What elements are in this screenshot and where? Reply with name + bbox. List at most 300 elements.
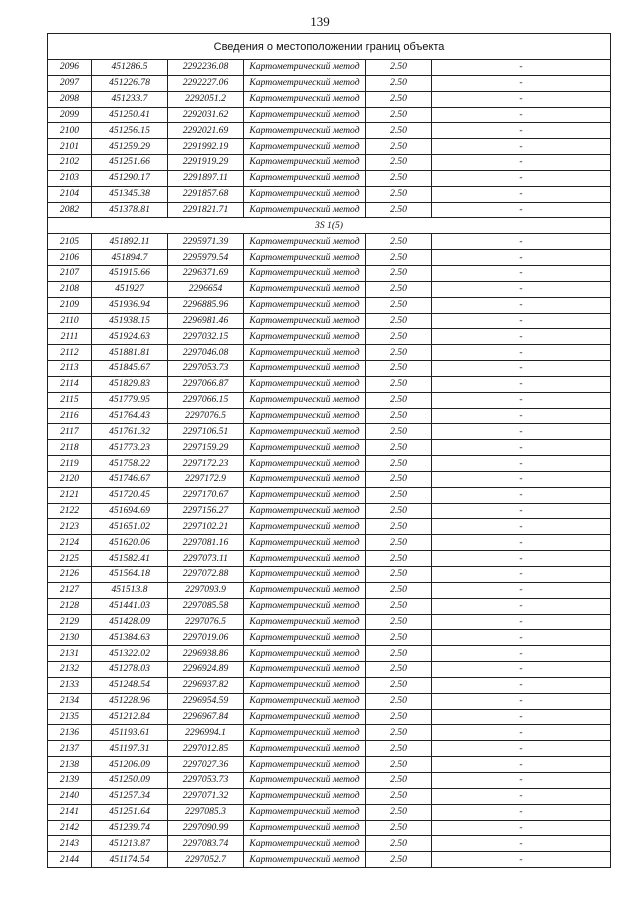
point-number-cell: 2134	[48, 693, 92, 709]
table-row	[48, 250, 611, 266]
method-cell: Картометрический метод	[244, 392, 366, 408]
x-coordinate-cell: 451378.81	[92, 202, 168, 218]
point-number-cell: 2103	[48, 170, 92, 186]
table-row	[48, 662, 611, 678]
y-coordinate-cell: 2297085.3	[168, 804, 244, 820]
method-cell: Картометрический метод	[244, 471, 366, 487]
accuracy-cell: 2.50	[366, 519, 432, 535]
x-coordinate-cell: 451250.09	[92, 772, 168, 788]
point-number-cell: 2105	[48, 234, 92, 250]
description-cell: -	[432, 693, 611, 709]
accuracy-cell: 2.50	[366, 598, 432, 614]
method-cell: Картометрический метод	[244, 107, 366, 123]
table-row	[48, 582, 611, 598]
table-row	[48, 503, 611, 519]
accuracy-cell: 2.50	[366, 582, 432, 598]
accuracy-cell: 2.50	[366, 329, 432, 345]
table-row	[48, 424, 611, 440]
point-number-cell: 2102	[48, 155, 92, 171]
table-row	[48, 646, 611, 662]
x-coordinate-cell: 451927	[92, 281, 168, 297]
accuracy-cell: 2.50	[366, 757, 432, 773]
description-cell: -	[432, 519, 611, 535]
description-cell: -	[432, 788, 611, 804]
y-coordinate-cell: 2297073.11	[168, 551, 244, 567]
point-number-cell: 2143	[48, 836, 92, 852]
point-number-cell: 2117	[48, 424, 92, 440]
x-coordinate-cell: 451773.23	[92, 440, 168, 456]
method-cell: Картометрический метод	[244, 250, 366, 266]
boundary-table	[47, 33, 611, 868]
method-cell: Картометрический метод	[244, 139, 366, 155]
y-coordinate-cell: 2297172.9	[168, 471, 244, 487]
y-coordinate-cell: 2297071.32	[168, 788, 244, 804]
description-cell: -	[432, 772, 611, 788]
x-coordinate-cell: 451428.09	[92, 614, 168, 630]
point-number-cell: 2107	[48, 265, 92, 281]
point-number-cell: 2101	[48, 139, 92, 155]
x-coordinate-cell: 451881.81	[92, 345, 168, 361]
point-number-cell: 2122	[48, 503, 92, 519]
x-coordinate-cell: 451212.84	[92, 709, 168, 725]
accuracy-cell: 2.50	[366, 376, 432, 392]
x-coordinate-cell: 451206.09	[92, 757, 168, 773]
point-number-cell: 2106	[48, 250, 92, 266]
y-coordinate-cell: 2297076.5	[168, 614, 244, 630]
description-cell: -	[432, 250, 611, 266]
method-cell: Картометрический метод	[244, 772, 366, 788]
description-cell: -	[432, 503, 611, 519]
accuracy-cell: 2.50	[366, 392, 432, 408]
table-row	[48, 820, 611, 836]
point-number-cell: 2114	[48, 376, 92, 392]
x-coordinate-cell: 451228.96	[92, 693, 168, 709]
section-row	[48, 218, 611, 234]
point-number-cell: 2124	[48, 535, 92, 551]
x-coordinate-cell: 451894.7	[92, 250, 168, 266]
x-coordinate-cell: 451620.06	[92, 535, 168, 551]
table-row	[48, 155, 611, 171]
y-coordinate-cell: 2296954.59	[168, 693, 244, 709]
section-label: 3S 1(5)	[48, 218, 611, 234]
table-header-row	[48, 34, 611, 60]
method-cell: Картометрический метод	[244, 75, 366, 91]
x-coordinate-cell: 451257.34	[92, 788, 168, 804]
point-number-cell: 2135	[48, 709, 92, 725]
accuracy-cell: 2.50	[366, 313, 432, 329]
point-number-cell: 2138	[48, 757, 92, 773]
table-row	[48, 123, 611, 139]
description-cell: -	[432, 630, 611, 646]
x-coordinate-cell: 451248.54	[92, 677, 168, 693]
point-number-cell: 2142	[48, 820, 92, 836]
accuracy-cell: 2.50	[366, 804, 432, 820]
x-coordinate-cell: 451256.15	[92, 123, 168, 139]
table-row	[48, 551, 611, 567]
y-coordinate-cell: 2292031.62	[168, 107, 244, 123]
x-coordinate-cell: 451513.8	[92, 582, 168, 598]
accuracy-cell: 2.50	[366, 471, 432, 487]
table-row	[48, 836, 611, 852]
accuracy-cell: 2.50	[366, 772, 432, 788]
x-coordinate-cell: 451924.63	[92, 329, 168, 345]
description-cell: -	[432, 345, 611, 361]
point-number-cell: 2082	[48, 202, 92, 218]
description-cell: -	[432, 186, 611, 202]
method-cell: Картометрический метод	[244, 60, 366, 76]
description-cell: -	[432, 820, 611, 836]
method-cell: Картометрический метод	[244, 313, 366, 329]
table-row	[48, 788, 611, 804]
accuracy-cell: 2.50	[366, 75, 432, 91]
description-cell: -	[432, 91, 611, 107]
point-number-cell: 2139	[48, 772, 92, 788]
table-row	[48, 376, 611, 392]
description-cell: -	[432, 471, 611, 487]
x-coordinate-cell: 451286.5	[92, 60, 168, 76]
description-cell: -	[432, 361, 611, 377]
method-cell: Картометрический метод	[244, 234, 366, 250]
x-coordinate-cell: 451213.87	[92, 836, 168, 852]
accuracy-cell: 2.50	[366, 139, 432, 155]
point-number-cell: 2137	[48, 741, 92, 757]
table-row	[48, 392, 611, 408]
y-coordinate-cell: 2297032.15	[168, 329, 244, 345]
point-number-cell: 2111	[48, 329, 92, 345]
table-row	[48, 757, 611, 773]
method-cell: Картометрический метод	[244, 630, 366, 646]
description-cell: -	[432, 265, 611, 281]
x-coordinate-cell: 451761.32	[92, 424, 168, 440]
table-row	[48, 693, 611, 709]
accuracy-cell: 2.50	[366, 186, 432, 202]
method-cell: Картометрический метод	[244, 487, 366, 503]
accuracy-cell: 2.50	[366, 820, 432, 836]
table-row	[48, 804, 611, 820]
y-coordinate-cell: 2296994.1	[168, 725, 244, 741]
accuracy-cell: 2.50	[366, 567, 432, 583]
point-number-cell: 2110	[48, 313, 92, 329]
page-number: 139	[310, 14, 330, 29]
accuracy-cell: 2.50	[366, 662, 432, 678]
method-cell: Картометрический метод	[244, 741, 366, 757]
table-row	[48, 297, 611, 313]
accuracy-cell: 2.50	[366, 361, 432, 377]
description-cell: -	[432, 757, 611, 773]
accuracy-cell: 2.50	[366, 123, 432, 139]
accuracy-cell: 2.50	[366, 424, 432, 440]
point-number-cell: 2131	[48, 646, 92, 662]
description-cell: -	[432, 170, 611, 186]
accuracy-cell: 2.50	[366, 281, 432, 297]
description-cell: -	[432, 646, 611, 662]
accuracy-cell: 2.50	[366, 234, 432, 250]
accuracy-cell: 2.50	[366, 693, 432, 709]
y-coordinate-cell: 2297012.85	[168, 741, 244, 757]
method-cell: Картометрический метод	[244, 804, 366, 820]
method-cell: Картометрический метод	[244, 788, 366, 804]
x-coordinate-cell: 451564.18	[92, 567, 168, 583]
x-coordinate-cell: 451193.61	[92, 725, 168, 741]
method-cell: Картометрический метод	[244, 456, 366, 472]
table-row	[48, 598, 611, 614]
description-cell: -	[432, 598, 611, 614]
description-cell: -	[432, 281, 611, 297]
x-coordinate-cell: 451779.95	[92, 392, 168, 408]
table-row	[48, 329, 611, 345]
method-cell: Картометрический метод	[244, 281, 366, 297]
x-coordinate-cell: 451582.41	[92, 551, 168, 567]
method-cell: Картометрический метод	[244, 202, 366, 218]
description-cell: -	[432, 487, 611, 503]
x-coordinate-cell: 451233.7	[92, 91, 168, 107]
accuracy-cell: 2.50	[366, 709, 432, 725]
x-coordinate-cell: 451764.43	[92, 408, 168, 424]
method-cell: Картометрический метод	[244, 709, 366, 725]
method-cell: Картометрический метод	[244, 535, 366, 551]
table-row	[48, 614, 611, 630]
description-cell: -	[432, 107, 611, 123]
description-cell: -	[432, 313, 611, 329]
accuracy-cell: 2.50	[366, 487, 432, 503]
y-coordinate-cell: 2297081.16	[168, 535, 244, 551]
description-cell: -	[432, 440, 611, 456]
accuracy-cell: 2.50	[366, 788, 432, 804]
description-cell: -	[432, 567, 611, 583]
x-coordinate-cell: 451936.94	[92, 297, 168, 313]
table-row	[48, 91, 611, 107]
point-number-cell: 2100	[48, 123, 92, 139]
table-row	[48, 709, 611, 725]
description-cell: -	[432, 234, 611, 250]
y-coordinate-cell: 2292021.69	[168, 123, 244, 139]
point-number-cell: 2126	[48, 567, 92, 583]
table-row	[48, 202, 611, 218]
y-coordinate-cell: 2297066.87	[168, 376, 244, 392]
accuracy-cell: 2.50	[366, 297, 432, 313]
x-coordinate-cell: 451197.31	[92, 741, 168, 757]
method-cell: Картометрический метод	[244, 836, 366, 852]
y-coordinate-cell: 2297019.06	[168, 630, 244, 646]
method-cell: Картометрический метод	[244, 693, 366, 709]
point-number-cell: 2123	[48, 519, 92, 535]
y-coordinate-cell: 2296981.46	[168, 313, 244, 329]
y-coordinate-cell: 2297090.99	[168, 820, 244, 836]
accuracy-cell: 2.50	[366, 202, 432, 218]
x-coordinate-cell: 451938.15	[92, 313, 168, 329]
x-coordinate-cell: 451174.54	[92, 852, 168, 868]
method-cell: Картометрический метод	[244, 662, 366, 678]
description-cell: -	[432, 677, 611, 693]
point-number-cell: 2109	[48, 297, 92, 313]
table-row	[48, 456, 611, 472]
accuracy-cell: 2.50	[366, 440, 432, 456]
method-cell: Картометрический метод	[244, 155, 366, 171]
description-cell: -	[432, 60, 611, 76]
table-row	[48, 313, 611, 329]
x-coordinate-cell: 451720.45	[92, 487, 168, 503]
x-coordinate-cell: 451746.67	[92, 471, 168, 487]
accuracy-cell: 2.50	[366, 646, 432, 662]
method-cell: Картометрический метод	[244, 361, 366, 377]
y-coordinate-cell: 2297102.21	[168, 519, 244, 535]
point-number-cell: 2104	[48, 186, 92, 202]
table-row	[48, 852, 611, 868]
description-cell: -	[432, 709, 611, 725]
table-row	[48, 725, 611, 741]
point-number-cell: 2115	[48, 392, 92, 408]
y-coordinate-cell: 2297170.67	[168, 487, 244, 503]
table-row	[48, 75, 611, 91]
description-cell: -	[432, 741, 611, 757]
method-cell: Картометрический метод	[244, 852, 366, 868]
table-row	[48, 487, 611, 503]
point-number-cell: 2120	[48, 471, 92, 487]
method-cell: Картометрический метод	[244, 567, 366, 583]
accuracy-cell: 2.50	[366, 551, 432, 567]
point-number-cell: 2133	[48, 677, 92, 693]
description-cell: -	[432, 123, 611, 139]
y-coordinate-cell: 2291897.11	[168, 170, 244, 186]
point-number-cell: 2125	[48, 551, 92, 567]
y-coordinate-cell: 2296937.82	[168, 677, 244, 693]
accuracy-cell: 2.50	[366, 155, 432, 171]
method-cell: Картометрический метод	[244, 598, 366, 614]
point-number-cell: 2108	[48, 281, 92, 297]
y-coordinate-cell: 2291857.68	[168, 186, 244, 202]
method-cell: Картометрический метод	[244, 519, 366, 535]
method-cell: Картометрический метод	[244, 408, 366, 424]
description-cell: -	[432, 535, 611, 551]
accuracy-cell: 2.50	[366, 107, 432, 123]
point-number-cell: 2112	[48, 345, 92, 361]
y-coordinate-cell: 2297159.29	[168, 440, 244, 456]
y-coordinate-cell: 2297085.58	[168, 598, 244, 614]
x-coordinate-cell: 451259.29	[92, 139, 168, 155]
description-cell: -	[432, 456, 611, 472]
table-row	[48, 408, 611, 424]
x-coordinate-cell: 451892.11	[92, 234, 168, 250]
x-coordinate-cell: 451251.66	[92, 155, 168, 171]
table-row	[48, 741, 611, 757]
point-number-cell: 2099	[48, 107, 92, 123]
point-number-cell: 2136	[48, 725, 92, 741]
x-coordinate-cell: 451345.38	[92, 186, 168, 202]
method-cell: Картометрический метод	[244, 186, 366, 202]
y-coordinate-cell: 2295971.39	[168, 234, 244, 250]
x-coordinate-cell: 451441.03	[92, 598, 168, 614]
y-coordinate-cell: 2297093.9	[168, 582, 244, 598]
accuracy-cell: 2.50	[366, 630, 432, 646]
table-row	[48, 535, 611, 551]
y-coordinate-cell: 2291821.71	[168, 202, 244, 218]
table-row	[48, 107, 611, 123]
method-cell: Картометрический метод	[244, 170, 366, 186]
method-cell: Картометрический метод	[244, 123, 366, 139]
method-cell: Картометрический метод	[244, 345, 366, 361]
y-coordinate-cell: 2297083.74	[168, 836, 244, 852]
y-coordinate-cell: 2291919.29	[168, 155, 244, 171]
x-coordinate-cell: 451239.74	[92, 820, 168, 836]
description-cell: -	[432, 202, 611, 218]
y-coordinate-cell: 2297053.73	[168, 361, 244, 377]
description-cell: -	[432, 804, 611, 820]
point-number-cell: 2141	[48, 804, 92, 820]
accuracy-cell: 2.50	[366, 677, 432, 693]
description-cell: -	[432, 376, 611, 392]
method-cell: Картометрический метод	[244, 551, 366, 567]
y-coordinate-cell: 2296371.69	[168, 265, 244, 281]
point-number-cell: 2118	[48, 440, 92, 456]
y-coordinate-cell: 2297046.08	[168, 345, 244, 361]
table-row	[48, 265, 611, 281]
point-number-cell: 2132	[48, 662, 92, 678]
point-number-cell: 2127	[48, 582, 92, 598]
y-coordinate-cell: 2297156.27	[168, 503, 244, 519]
method-cell: Картометрический метод	[244, 440, 366, 456]
method-cell: Картометрический метод	[244, 614, 366, 630]
method-cell: Картометрический метод	[244, 265, 366, 281]
table-header: Сведения о местоположении границ объекта	[48, 34, 611, 60]
x-coordinate-cell: 451915.66	[92, 265, 168, 281]
table-row	[48, 60, 611, 76]
point-number-cell: 2140	[48, 788, 92, 804]
method-cell: Картометрический метод	[244, 376, 366, 392]
x-coordinate-cell: 451758.22	[92, 456, 168, 472]
y-coordinate-cell: 2297066.15	[168, 392, 244, 408]
accuracy-cell: 2.50	[366, 535, 432, 551]
y-coordinate-cell: 2297172.23	[168, 456, 244, 472]
x-coordinate-cell: 451694.69	[92, 503, 168, 519]
accuracy-cell: 2.50	[366, 852, 432, 868]
table-row	[48, 772, 611, 788]
point-number-cell: 2116	[48, 408, 92, 424]
table-row	[48, 471, 611, 487]
y-coordinate-cell: 2296885.96	[168, 297, 244, 313]
description-cell: -	[432, 297, 611, 313]
y-coordinate-cell: 2296967.84	[168, 709, 244, 725]
x-coordinate-cell: 451384.63	[92, 630, 168, 646]
table-row	[48, 345, 611, 361]
table-row	[48, 186, 611, 202]
y-coordinate-cell: 2296654	[168, 281, 244, 297]
description-cell: -	[432, 662, 611, 678]
method-cell: Картометрический метод	[244, 424, 366, 440]
point-number-cell: 2119	[48, 456, 92, 472]
description-cell: -	[432, 551, 611, 567]
method-cell: Картометрический метод	[244, 582, 366, 598]
y-coordinate-cell: 2297076.5	[168, 408, 244, 424]
description-cell: -	[432, 139, 611, 155]
y-coordinate-cell: 2296924.89	[168, 662, 244, 678]
description-cell: -	[432, 329, 611, 345]
description-cell: -	[432, 725, 611, 741]
accuracy-cell: 2.50	[366, 503, 432, 519]
accuracy-cell: 2.50	[366, 836, 432, 852]
point-number-cell: 2130	[48, 630, 92, 646]
method-cell: Картометрический метод	[244, 757, 366, 773]
y-coordinate-cell: 2297072.88	[168, 567, 244, 583]
y-coordinate-cell: 2292236.08	[168, 60, 244, 76]
table-row	[48, 234, 611, 250]
accuracy-cell: 2.50	[366, 456, 432, 472]
method-cell: Картометрический метод	[244, 503, 366, 519]
accuracy-cell: 2.50	[366, 60, 432, 76]
y-coordinate-cell: 2296938.86	[168, 646, 244, 662]
method-cell: Картометрический метод	[244, 297, 366, 313]
description-cell: -	[432, 836, 611, 852]
x-coordinate-cell: 451322.02	[92, 646, 168, 662]
